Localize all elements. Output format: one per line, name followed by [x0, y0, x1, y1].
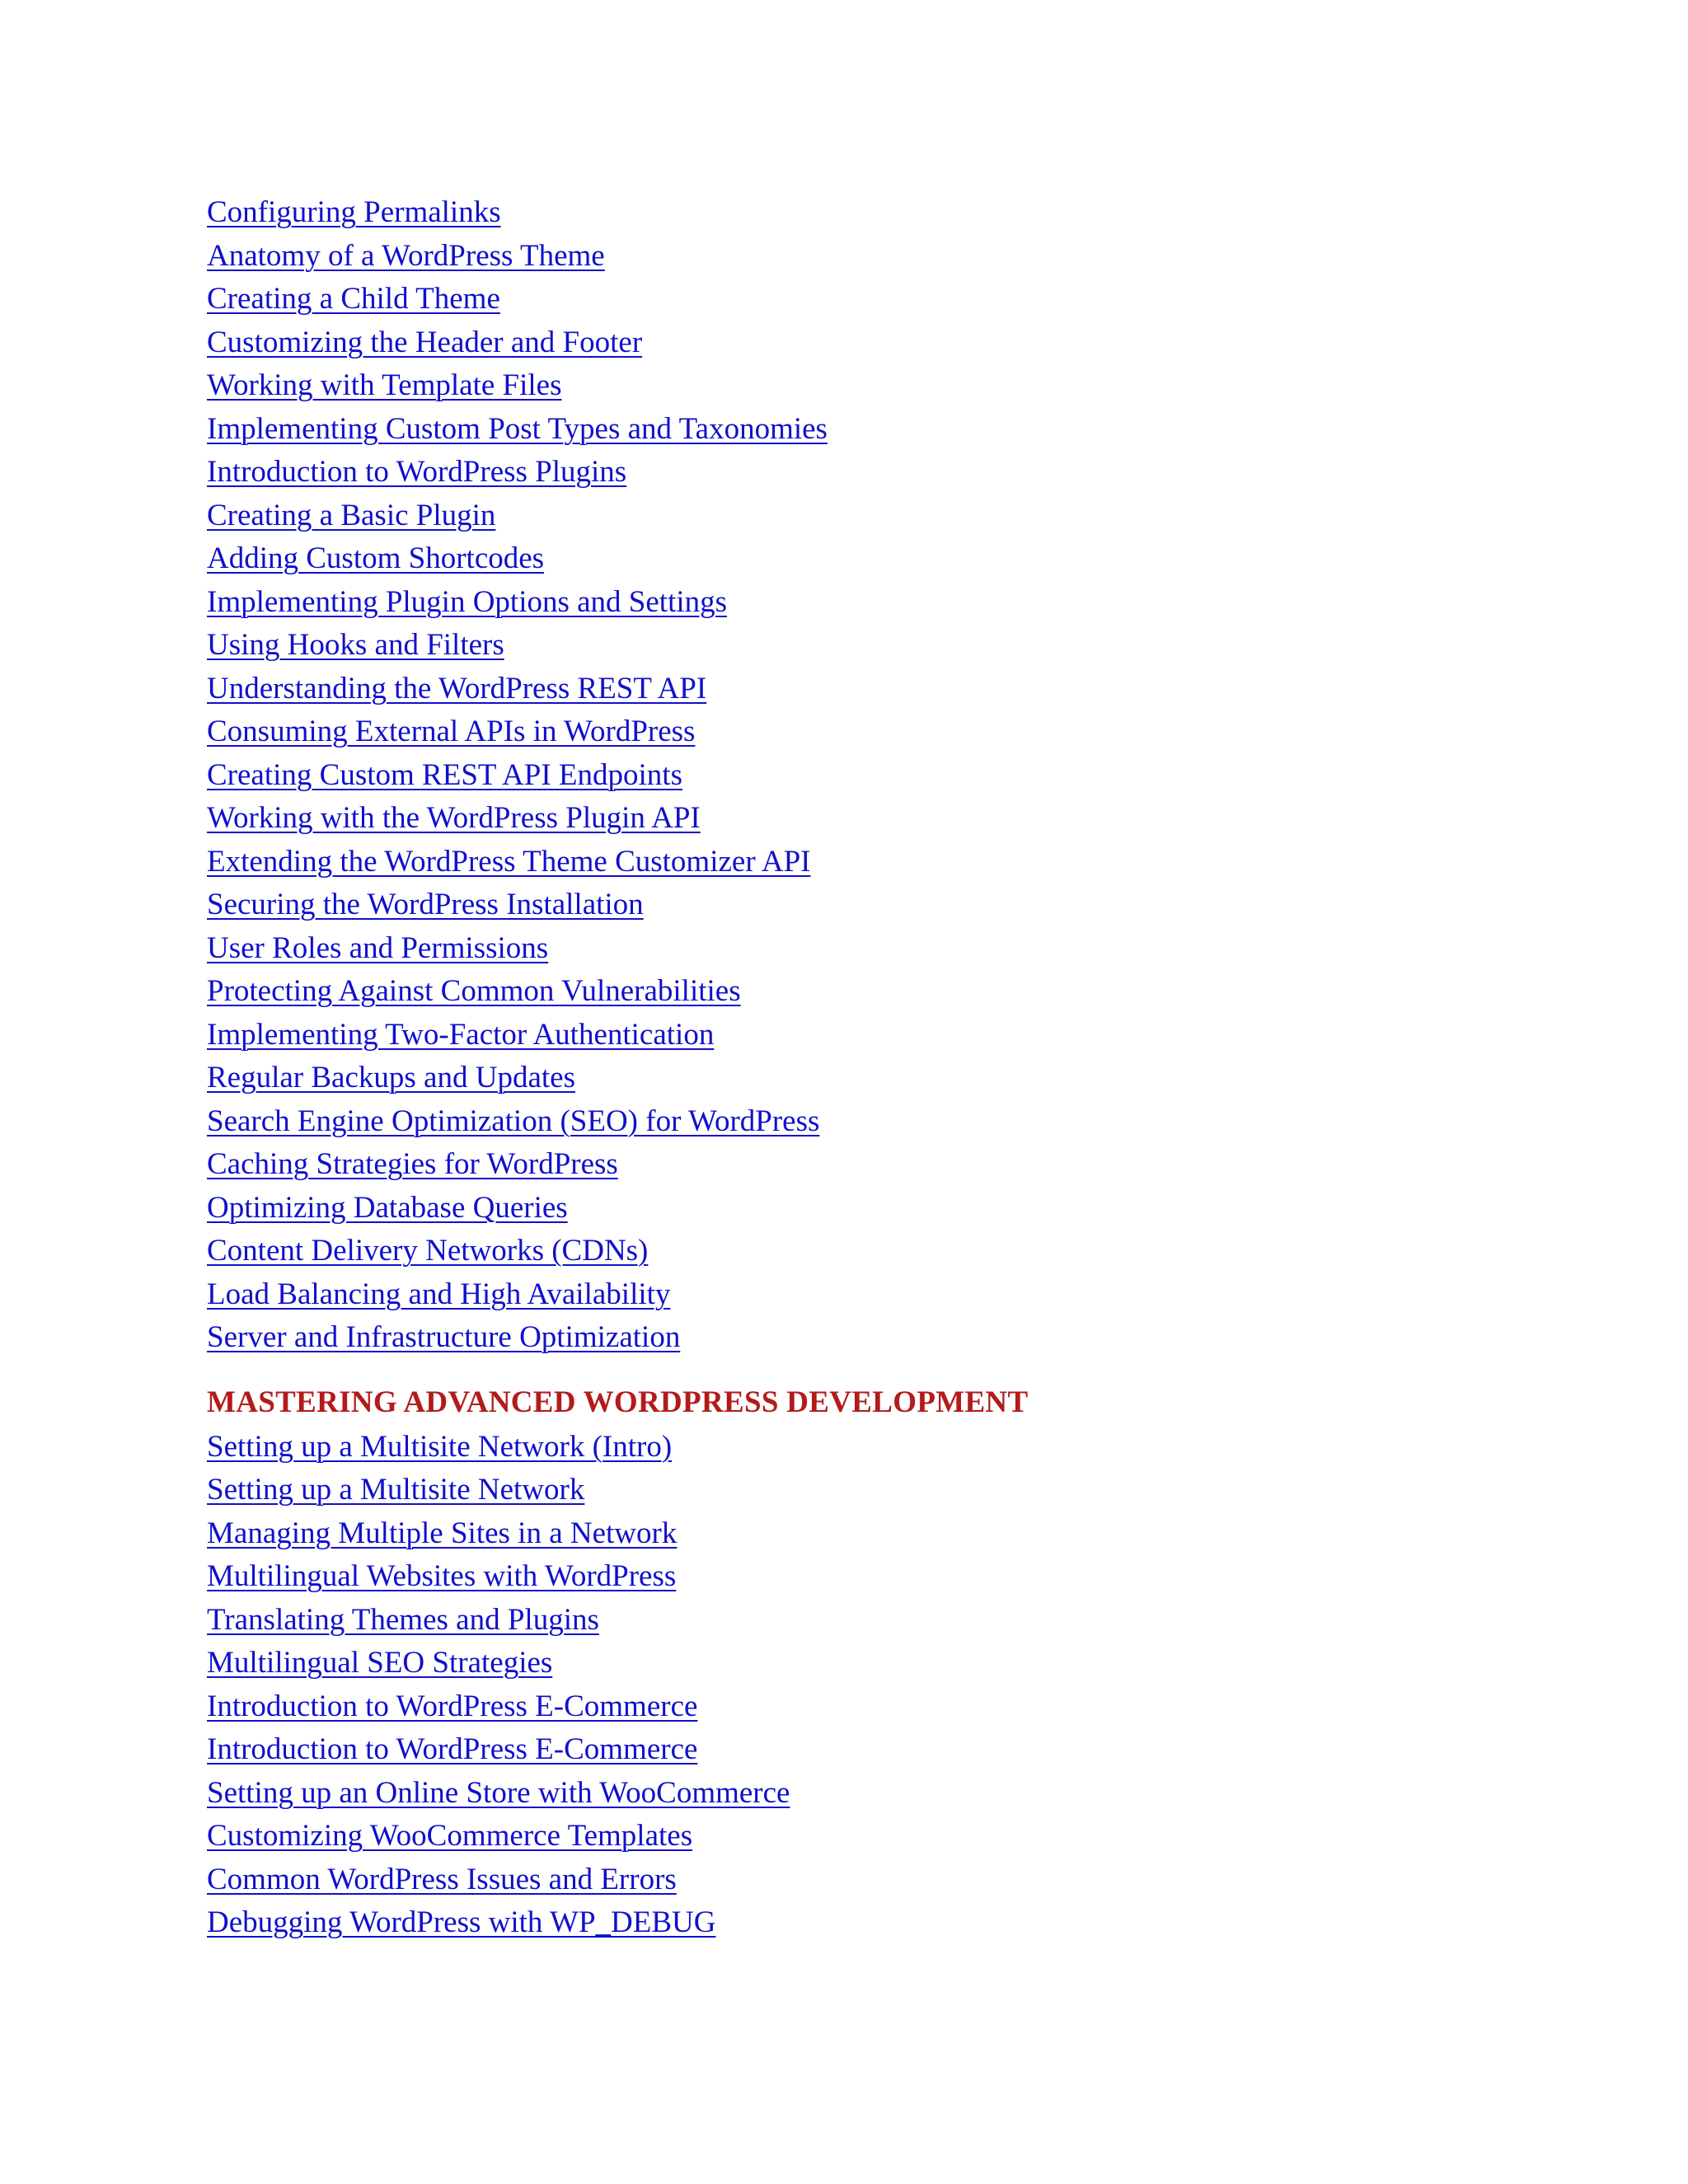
toc-link[interactable]: Setting up a Multisite Network [207, 1473, 585, 1507]
toc-link[interactable]: Understanding the WordPress REST API [207, 671, 707, 705]
toc-link[interactable]: Content Delivery Networks (CDNs) [207, 1234, 649, 1268]
toc-link[interactable]: Creating a Basic Plugin [207, 498, 496, 532]
toc-link[interactable]: Translating Themes and Plugins [207, 1602, 599, 1637]
section-heading: MASTERING ADVANCED WORDPRESS DEVELOPMENT [207, 1385, 1029, 1419]
toc-link[interactable]: Extending the WordPress Theme Customizer API [207, 844, 811, 879]
toc-link[interactable]: Implementing Custom Post Types and Taxonomies [207, 411, 828, 446]
toc-link[interactable]: Introduction to WordPress Plugins [207, 455, 627, 489]
toc-link[interactable]: Using Hooks and Filters [207, 628, 504, 662]
toc-link[interactable]: Implementing Plugin Options and Settings [207, 584, 728, 619]
toc-link[interactable]: Creating Custom REST API Endpoints [207, 757, 682, 792]
toc-link[interactable]: Load Balancing and High Availability [207, 1277, 671, 1311]
toc-link[interactable]: Consuming External APIs in WordPress [207, 715, 696, 748]
toc-link[interactable]: Working with the WordPress Plugin API [207, 801, 701, 835]
toc-link[interactable]: Common WordPress Issues and Errors [207, 1862, 677, 1896]
toc-list-part1 [207, 191, 1608, 1360]
toc-link[interactable]: Implementing Two-Factor Authentication [207, 1017, 715, 1052]
toc-link[interactable]: Caching Strategies for WordPress [207, 1147, 618, 1181]
toc-link[interactable]: Setting up an Online Store with WooCommerce [207, 1775, 790, 1810]
toc-link[interactable]: Protecting Against Common Vulnerabilities [207, 974, 741, 1008]
toc-link[interactable]: Customizing the Header and Footer [207, 325, 643, 359]
toc-link[interactable]: Search Engine Optimization (SEO) for WordPress [207, 1104, 820, 1138]
toc-link[interactable]: Creating a Child Theme [207, 282, 500, 316]
toc-link[interactable]: Managing Multiple Sites in a Network [207, 1516, 678, 1550]
toc-link[interactable]: Introduction to WordPress E-Commerce [207, 1689, 698, 1723]
toc-link[interactable]: Securing the WordPress Installation [207, 888, 644, 921]
toc-link[interactable]: Server and Infrastructure Optimization [207, 1320, 681, 1354]
toc-link[interactable]: User Roles and Permissions [207, 930, 549, 965]
toc-link[interactable]: Customizing WooCommerce Templates [207, 1819, 693, 1853]
toc-link[interactable]: Anatomy of a WordPress Theme [207, 238, 605, 273]
toc-link[interactable]: Regular Backups and Updates [207, 1061, 575, 1094]
toc-link[interactable]: Working with Template Files [207, 368, 562, 402]
toc-link[interactable]: Multilingual SEO Strategies [207, 1646, 553, 1680]
toc-link[interactable]: Introduction to WordPress E-Commerce [207, 1732, 698, 1766]
toc-link[interactable]: Multilingual Websites with WordPress [207, 1559, 677, 1593]
toc-link[interactable]: Debugging WordPress with WP_DEBUG [207, 1905, 716, 1939]
table-of-contents [207, 191, 1608, 1945]
toc-list-part2 [207, 1426, 1608, 1945]
toc-link[interactable]: Configuring Permalinks [207, 195, 501, 229]
toc-link[interactable]: Adding Custom Shortcodes [207, 541, 545, 575]
toc-link[interactable]: Setting up a Multisite Network (Intro) [207, 1429, 673, 1464]
toc-link[interactable]: Optimizing Database Queries [207, 1190, 568, 1225]
